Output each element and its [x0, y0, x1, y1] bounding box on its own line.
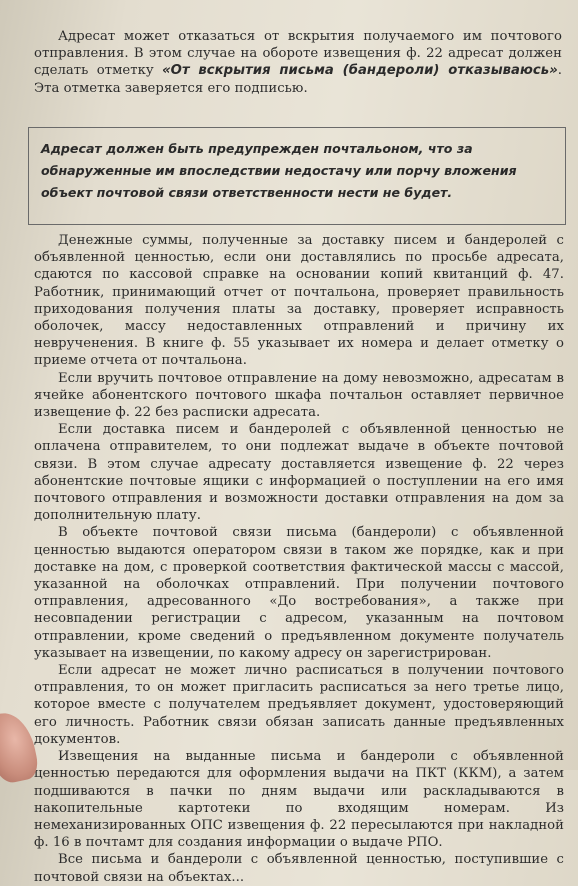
refusal-mark-phrase: «От вскрытия письма (бандероли) отказываюсь»: [162, 63, 558, 79]
paragraph-refusal: [34, 28, 562, 97]
paragraph-refusal-text: Адресат может отказаться от вскрытия получаемого им почтового отправления. В этом случае на обороте извещения ф. 22 адресат должен сделать отметку: [34, 29, 562, 79]
warning-note-text: Адресат должен быть предупрежден почтальоном, что за обнаруженные им впоследствии недостачу или порчу вложения объект почтовой связи ответственности нести не будет.: [41, 141, 517, 200]
warning-note-box: [28, 127, 566, 225]
paragraph-unpaid-delivery: Если доставка писем и бандеролей с объявленной ценностью не оплачена отправителем, то они подлежат выдаче в объекте почтовой связи. В этом случае адресату доставляется извещение ф. 22 через абонентские почтовые ящики с информацией о поступлении на его имя почтового отправления и возможности доставки отправления на дом за дополнительную плату.: [34, 422, 564, 524]
paragraph-third-party: Если адресат не может лично расписаться в получении почтового отправления, то он может пригласить расписаться за него третье лицо, которое вместе с получателем предъявляет документ, удостоверяющий его личность. Работник связи обязан записать данные предъявленных документов.: [34, 663, 564, 747]
paragraph-issue-procedure: В объекте почтовой связи письма (бандероли) с объявленной ценностью выдаются оператором связи в таком же порядке, как и при доставке на дом, с проверкой соответствия фактической массы с массой, указанной на оболочках отправлений. При получении почтового отправления, адресованного «До востребования», а также при несовпадении регистрации с адресом, указанным на почтовом отправлении, кроме сведений о предъявленном документе получатель указывает на извещении, по какому адресу он зарегистрирован.: [34, 525, 564, 661]
paragraph-notices: Извещения на выданные письма и бандероли с объявленной ценностью передаются для оформления выдачи на ПКТ (ККМ), а затем подшиваются в пачки по дням выдачи или раскладываются в накопительные картотеки по входящим номерам. Из немеханизированных ОПС извещения ф. 22 пересылаются при накладной ф. 16 в почтамт для создания информации о выдаче РПО.: [34, 749, 564, 851]
paragraph-home-delivery: Если вручить почтовое отправление на дому невозможно, адресатам в ячейке абонентского почтового шкафа почтальон оставляет первичное извещение ф. 22 без расписки адресата.: [34, 370, 564, 421]
paragraph-refusal-end: . Эта отметка заверяется его подписью.: [34, 63, 563, 96]
book-page: [22, 28, 570, 885]
paragraph-cut-off: Все письма и бандероли с объявленной ценностью, поступившие с почтовой связи на объектах...: [34, 852, 564, 885]
body-text: [34, 232, 564, 886]
paragraph-cash: Денежные суммы, полученные за доставку писем и бандеролей с объявленной ценностью, если они доставлялись по просьбе адресата, сдаются по кассовой справке на основании копий квитанций ф. 47. Работник, принимающий отчет от почтальона, проверяет правильность приходования получения платы за доставку, проверяет исправность оболочек, массу недоставленных отправлений и причину их неврученения. В книге ф. 55 указывает их номера и делает отметку о приеме отчета от почтальона.: [34, 233, 564, 369]
